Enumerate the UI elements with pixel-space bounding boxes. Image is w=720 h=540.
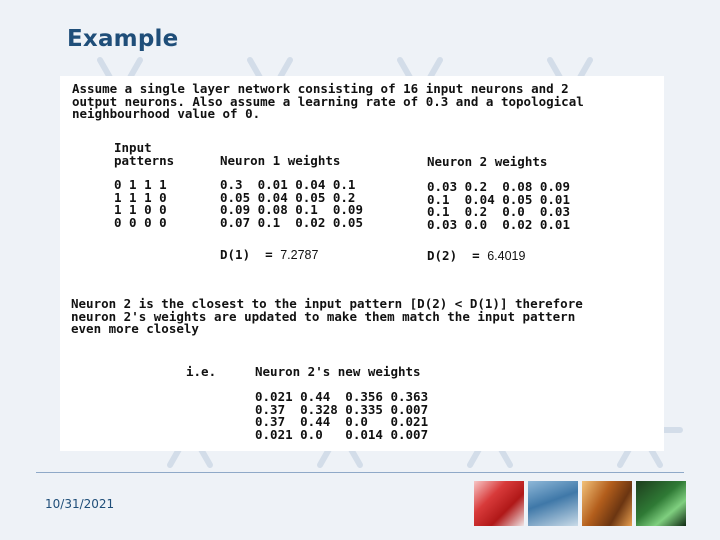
intro-text: Assume a single layer network consisting of 16 input neurons and 2 output neurons. Also assume a learning rate of 0.3 and a topological neighbourhood value of 0. <box>72 81 584 122</box>
footer-divider <box>36 472 684 473</box>
d2-value: 6.4019 <box>487 249 526 263</box>
ie-label: i.e. <box>186 364 217 379</box>
green-matrix-thumbnail <box>636 481 686 526</box>
neuron2-weights-header: Neuron 2 weights <box>427 154 548 169</box>
conclusion-text: Neuron 2 is the closest to the input pattern [D(2) < D(1)] therefore neuron 2's weights are updated to make them match the input pattern even more closely <box>71 296 583 337</box>
orange-circuit-thumbnail <box>582 481 632 526</box>
slide-date: 10/31/2021 <box>45 497 115 511</box>
d1-distance <box>220 249 318 262</box>
input-patterns-matrix: 0 1 1 1 1 1 1 0 1 1 0 0 0 0 0 0 <box>114 177 167 230</box>
d2-label: D(2) = <box>427 248 488 263</box>
d1-value: 7.2787 <box>280 248 319 262</box>
d2-distance <box>427 250 525 263</box>
red-keyboard-thumbnail <box>474 481 524 526</box>
neuron2-weights-matrix: 0.03 0.2 0.08 0.09 0.1 0.04 0.05 0.01 0.1 0.2 0.0 0.03 0.03 0.0 0.02 0.01 <box>427 179 570 232</box>
new-weights-matrix: 0.021 0.44 0.356 0.363 0.37 0.328 0.335 0.007 0.37 0.44 0.0 0.021 0.021 0.0 0.014 0.007 <box>255 389 429 442</box>
slide-title: Example <box>67 26 179 52</box>
blue-keyboard-thumbnail <box>528 481 578 526</box>
example-image-panel <box>60 76 664 451</box>
input-patterns-header: Input patterns <box>114 140 175 168</box>
neuron1-weights-header: Neuron 1 weights <box>220 153 341 168</box>
neuron1-weights-matrix: 0.3 0.01 0.04 0.1 0.05 0.04 0.05 0.2 0.09 0.08 0.1 0.09 0.07 0.1 0.02 0.05 <box>220 177 363 230</box>
d1-label: D(1) = <box>220 247 281 262</box>
new-weights-header: Neuron 2's new weights <box>255 364 421 379</box>
